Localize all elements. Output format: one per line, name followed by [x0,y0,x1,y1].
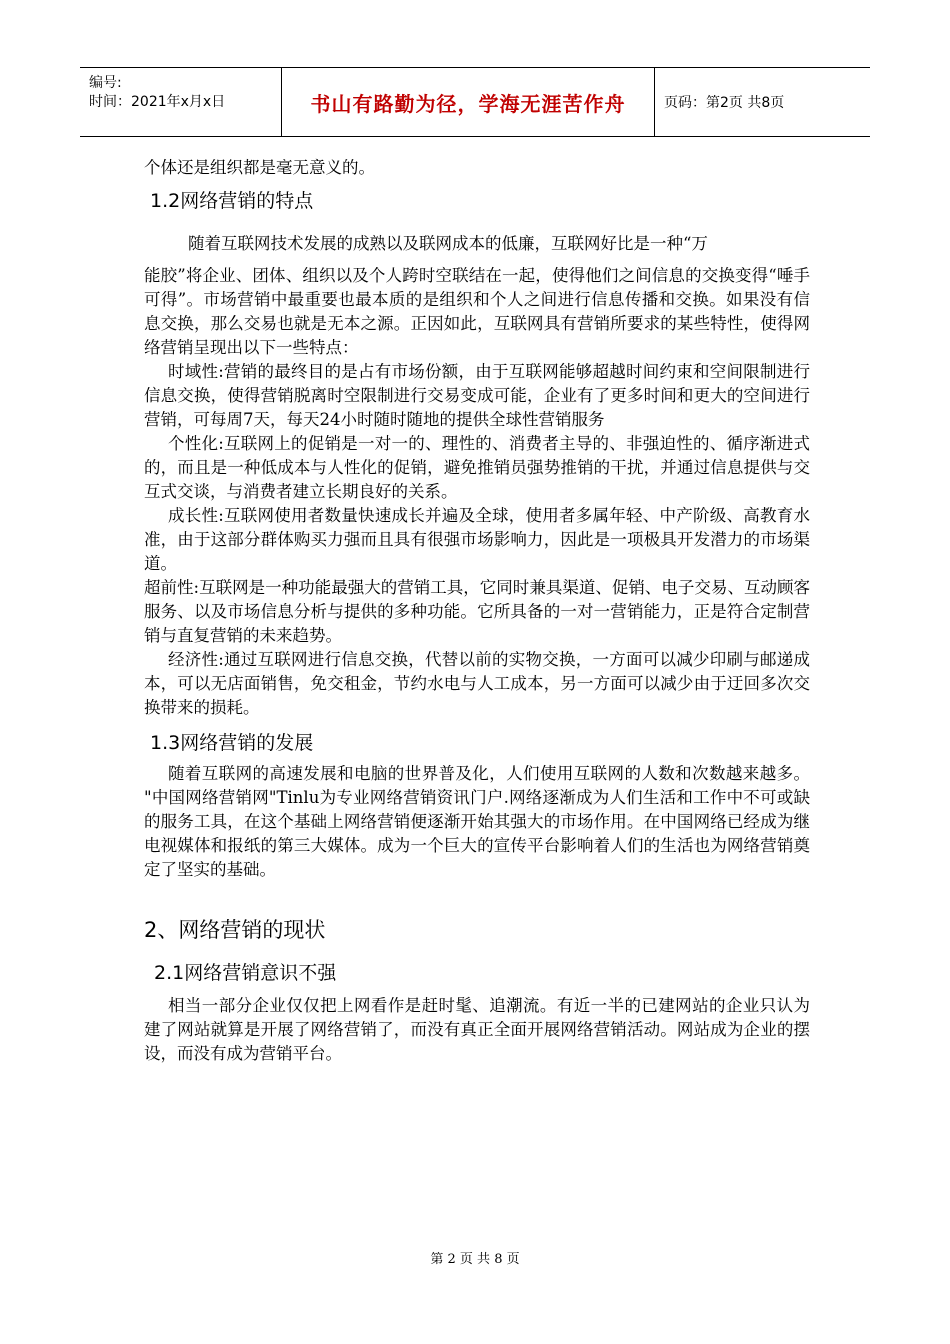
paragraph-2-1: 相当一部分企业仅仅把上网看作是赶时髦、追潮流。有近一半的已建网站的企业只认为建了网站就算是开展了网络营销了，而没有真正全面开展网络营销活动。网站成为企业的摆设，而没有成为营销平台。 [144,996,810,1063]
number-label: 编号: [89,75,122,91]
document-body [144,156,810,1066]
header-meta [80,68,282,136]
paragraph-growth: 成长性:互联网使用者数量快速成长并遍及全球，使用者多属年轻、中产阶级、高教育水准，由于这部分群体购买力强而且具有很强市场影响力，因此是一项极具开发潜力的市场渠道。 [144,506,810,573]
paragraph-economy: 经济性:通过互联网进行信息交换，代替以前的实物交换，一方面可以减少印刷与邮递成本，可以无店面销售，免交租金，节约水电与人工成本，另一方面可以减少由于迂回多次交换带来的损耗。 [144,650,810,717]
heading-1-2: 1.2网络营销的特点 [150,190,314,212]
paragraph-time: 时域性:营销的最终目的是占有市场份额，由于互联网能够超越时间约束和空间限制进行信息交换，使得营销脱离时空限制进行交易变成可能，企业有了更多时间和更大的空间进行营销，可每周7天，每天24小时随时随地的提供全球性营销服务 [144,362,810,429]
intro-text: 个体还是组织都是毫无意义的。 [144,158,375,177]
heading-1-3: 1.3网络营销的发展 [150,732,314,754]
header-table [80,67,870,137]
paragraph-personal: 个性化:互联网上的促销是一对一的、理性的、消费者主导的、非强迫性的、循序渐进式的，而且是一种低成本与人性化的促销，避免推销员强势推销的干扰，并通过信息提供与交互式交谈，与消费者建立长期良好的关系。 [144,434,810,501]
paragraph-development: 随着互联网的高速发展和电脑的世界普及化，人们使用互联网的人数和次数越来越多。 "中国网络营销网"Tinlu为专业网络营销资讯门户.网络逐渐成为人们生活和工作中不可或缺的服务工具，在这个基础上网络营销便逐渐开始其强大的市场作用。在中国网络已经成为继电视媒体和报纸的第三大媒体。成为一个巨大的宣传平台影响着人们的生活也为网络营销奠定了坚实的基础。 [144,764,810,879]
paragraph-features-rest: 能胶”将企业、团体、组织以及个人跨时空联结在一起，使得他们之间信息的交换变得“唾手可得”。市场营销中最重要也最本质的是组织和个人之间进行信息传播和交换。如果没有信息交换，那么交易也就是无本之源。正因如此，互联网具有营销所要求的某些特性，使得网络营销呈现出以下一些特点： [144,266,810,357]
header-page-info: 页码：第2页 共8页 [664,95,785,111]
paragraph-features-first-line: 随着互联网技术发展的成熟以及联网成本的低廉，互联网好比是一种“万 [188,234,708,253]
header-motto: 书山有路勤为径，学海无涯苦作舟 [282,68,655,136]
paragraph-advance: 超前性:互联网是一种功能最强大的营销工具，它同时兼具渠道、促销、电子交易、互动顾客服务、以及市场信息分析与提供的多种功能。它所具备的一对一营销能力，正是符合定制营销与直复营销的未来趋势。 [144,578,810,645]
heading-2: 2、网络营销的现状 [144,918,326,942]
page-footer: 第 2 页 共 8 页 [430,1252,520,1267]
heading-2-1: 2.1网络营销意识不强 [154,962,337,984]
time-label: 时间：2021年x月x日 [89,94,226,110]
